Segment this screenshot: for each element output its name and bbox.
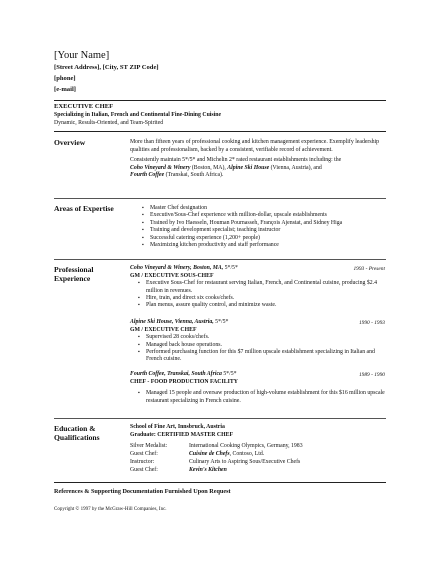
expertise-list <box>136 205 391 249</box>
expertise-divider <box>54 198 386 199</box>
expertise-heading: Areas of Expertise <box>54 204 114 213</box>
list-item: ▪ Trained by Ivo Haesseln, Houman Pournasseh, François Ajenstat, and Sidney Higa <box>150 220 391 227</box>
job-bullet: ▪ Managed 15 people and oversaw production of high-volume establishment for this $16 million upscale restaurant specializing in French cuisine. <box>146 390 385 405</box>
job-employer: Coho Vineyard & Winery, Boston, MA, <box>130 265 224 271</box>
references-note: References & Supporting Documentation Furnished Upon Request <box>54 488 231 495</box>
job-bullet: ▪ Plan menus, assure quality control, and minimize waste. <box>146 302 385 309</box>
overview-text: (Vienna, Austria), and <box>269 164 322 171</box>
qualification-value: Cuisine de Chefs <box>189 451 230 457</box>
job-role: GM / EXECUTIVE SOUS-CHEF <box>130 272 214 279</box>
education-body <box>130 424 385 439</box>
overview-heading: Overview <box>54 138 86 147</box>
job-role: CHEF - FOOD PRODUCTION FACILITY <box>130 378 238 385</box>
qualification-row <box>130 451 385 459</box>
qualification-row <box>130 443 385 451</box>
experience-heading <box>54 265 124 283</box>
job-dates: 1990 - 1993 <box>358 320 385 326</box>
headline-specialty: Specializing in Italian, French and Continental Fine-Dining Cuisine <box>54 112 222 118</box>
employer-name: Alpine Ski House <box>227 164 270 171</box>
qualification-row <box>130 459 385 467</box>
email-placeholder: [e-mail] <box>54 86 76 93</box>
job-employer: Fourth Coffee, Transkai, South Africa <box>130 371 222 377</box>
heading-line: Professional <box>54 265 94 274</box>
overview-body <box>130 139 385 180</box>
overview-divider <box>54 131 386 132</box>
list-item: ▪ Master Chef designation <box>150 205 391 212</box>
education-grad-label: Graduate: <box>130 431 156 438</box>
employer-name: Coho Vineyard & Winery <box>130 164 191 171</box>
qualification-value: Kevin's Kitchen <box>189 467 227 473</box>
qualification-value-suffix: , Contoso, Ltd. <box>229 451 265 457</box>
list-item: ▪ Successful catering experience (1,200+ people) <box>150 235 391 242</box>
job-rating: 5*/5* <box>213 319 229 325</box>
job-bullet: ▪ Supervised 28 cooks/chefs. <box>146 334 385 341</box>
heading-line: Education & <box>54 424 96 433</box>
education-school: School of Fine Art, Innsbruck, Austria <box>130 424 225 430</box>
list-item: ▪ Maximizing kitchen productivity and staff performance <box>150 242 391 249</box>
heading-line: Experience <box>54 274 91 283</box>
job-rating: 5*/5* <box>221 371 237 377</box>
footer-divider <box>54 482 386 483</box>
contact-header <box>54 50 159 95</box>
list-item: ▪ Training and development specialist; teaching instructor <box>150 227 391 234</box>
qualification-label: Guest Chef: <box>130 467 158 473</box>
overview-text: (Boston, MA), <box>190 164 228 171</box>
education-grad-value: CERTIFIED MASTER CHEF <box>155 431 234 438</box>
copyright-text: Copyright © 1997 by the McGraw-Hill Companies, Inc. <box>54 507 167 512</box>
header-divider <box>54 100 386 101</box>
overview-paragraph-1: More than fifteen years of professional cooking and kitchen management experience. Exemplify leadership qualities and professionalism, backed by a consistent, verifiable record of achievement. <box>130 139 380 153</box>
overview-text: Consistently maintain 5*/5* and Michelin 2* rated restaurant establishments including: the <box>130 157 342 164</box>
job-rating: 5*/5* <box>223 265 238 271</box>
experience-divider <box>54 259 386 260</box>
qualification-row <box>130 467 385 475</box>
job-employer: Alpine Ski House, Vienna, Austria, <box>130 319 214 325</box>
phone-placeholder: [phone] <box>54 75 76 82</box>
headline-traits: Dynamic, Results-Oriented, and Team-Spirited <box>54 120 164 126</box>
headline-title: EXECUTIVE CHEF <box>54 103 114 110</box>
job-dates: 1993 - Present <box>353 266 385 272</box>
overview-text: (Transkai, South Africa). <box>164 172 224 179</box>
job-role: GM / EXECUTIVE CHEF <box>130 326 197 333</box>
education-heading <box>54 424 124 442</box>
overview-paragraph-2 <box>130 157 385 180</box>
job-bullet: ▪ Managed back house operations. <box>146 342 385 349</box>
job-bullet: ▪ Performed purchasing function for this $7 million upscale establishment specializing in Italian and French cuisine. <box>146 349 385 364</box>
employer-name: Fourth Coffee <box>130 172 165 179</box>
name-placeholder: [Your Name] <box>54 50 110 61</box>
education-divider <box>54 418 386 419</box>
heading-line: Qualifications <box>54 433 100 442</box>
job-dates: 1989 - 1990 <box>358 372 385 378</box>
qualification-value: Culinary Arts to Aspiring Sous/Executive Chefs <box>189 459 301 465</box>
list-item: ▪ Executive/Sous-Chef experience with million-dollar, upscale establishments <box>150 212 391 219</box>
qualification-label: Guest Chef: <box>130 451 158 457</box>
qualification-label: Instructor: <box>130 459 155 465</box>
qualification-label: Silver Medalist: <box>130 443 168 449</box>
job-bullet: ▪ Executive Sous-Chef for restaurant serving Italian, French, and Continental cuisine, producing $2.4 million in revenues. <box>146 280 385 295</box>
job-bullet: ▪ Hire, train, and direct six cooks/chefs. <box>146 295 385 302</box>
qualification-value: International Cooking Olympics, Germany, 1983 <box>189 443 303 449</box>
address-placeholder: [Street Address], [City, ST ZIP Code] <box>54 64 159 71</box>
